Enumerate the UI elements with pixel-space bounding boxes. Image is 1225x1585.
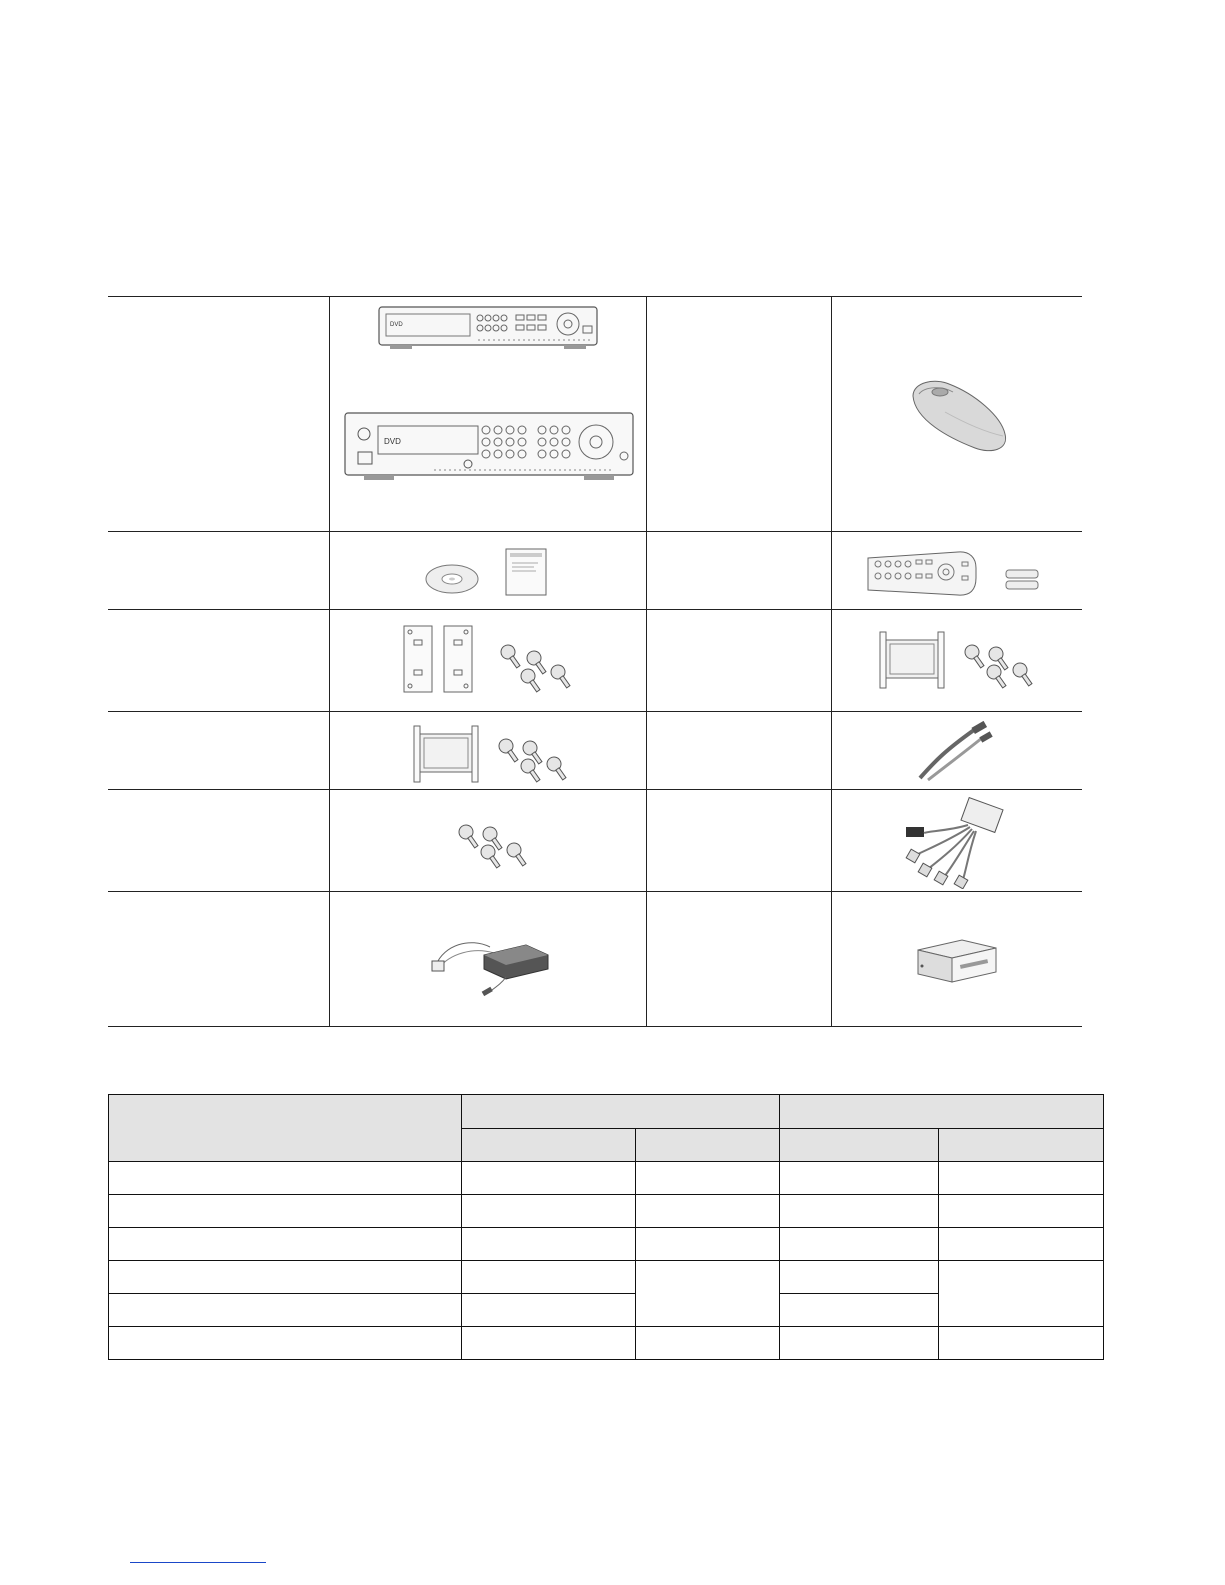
table-cell [636, 1228, 780, 1261]
table-cell [462, 1294, 636, 1327]
table-subheader-cell [939, 1129, 1104, 1162]
table-cell [780, 1162, 939, 1195]
table-cell [462, 1327, 636, 1360]
table-rule [108, 531, 1082, 532]
table-cell [636, 1162, 780, 1195]
table-cell [636, 1261, 780, 1327]
table-header-cell [780, 1095, 1104, 1129]
table-column-divider [329, 296, 330, 1026]
table-column-divider [646, 296, 647, 1026]
table-subheader-cell [462, 1129, 636, 1162]
dvr-unit-icon [344, 412, 634, 484]
table-row [109, 1261, 1104, 1294]
sata-cable-icon [916, 720, 996, 782]
svg-text:DVD: DVD [390, 322, 403, 328]
remote-control-and-batteries-icon [866, 548, 1046, 598]
table-cell [780, 1261, 939, 1294]
table-cell [636, 1195, 780, 1228]
table-cell [109, 1294, 462, 1327]
table-cell [109, 1162, 462, 1195]
table-cell [939, 1195, 1104, 1228]
table-cell [109, 1327, 462, 1360]
table-column-divider [831, 296, 832, 1026]
table-subheader-cell [780, 1129, 939, 1162]
table-rule [108, 711, 1082, 712]
table-cell [462, 1228, 636, 1261]
table-header-cell [462, 1095, 780, 1129]
table-cell [939, 1327, 1104, 1360]
rack-mount-brackets-and-screws-icon [400, 622, 580, 696]
table-header-row [109, 1095, 1104, 1129]
hdd-bracket-and-screws-icon [876, 630, 1036, 690]
table-rule-top [108, 296, 1082, 297]
hdd-bracket-and-screws-icon [410, 724, 570, 784]
external-drive-icon [912, 936, 1000, 986]
table-row [109, 1162, 1104, 1195]
table-cell [780, 1228, 939, 1261]
table-row [109, 1195, 1104, 1228]
table-row [109, 1327, 1104, 1360]
svg-text:DVD: DVD [384, 437, 401, 446]
table-cell [109, 1228, 462, 1261]
table-header-cell [109, 1095, 462, 1162]
table-cell [109, 1261, 462, 1294]
table-cell [462, 1261, 636, 1294]
table-subheader-cell [636, 1129, 780, 1162]
table-cell [780, 1195, 939, 1228]
table-cell [462, 1195, 636, 1228]
table-rule [108, 891, 1082, 892]
table-rule [108, 789, 1082, 790]
table-cell [780, 1294, 939, 1327]
cd-and-manual-icon [422, 547, 552, 597]
breakout-cable-icon [898, 797, 1038, 889]
table-rule-bottom [108, 1026, 1082, 1027]
dvr-unit-icon [378, 306, 598, 354]
power-adapter-icon [430, 925, 560, 997]
table-cell [109, 1195, 462, 1228]
table-cell [939, 1162, 1104, 1195]
table-row [109, 1228, 1104, 1261]
table-cell [636, 1327, 780, 1360]
spec-table [108, 1094, 1104, 1360]
mouse-icon [905, 376, 1013, 454]
screws-icon [452, 820, 532, 872]
table-cell [939, 1228, 1104, 1261]
table-cell [462, 1162, 636, 1195]
footnote-link-underline[interactable] [130, 1562, 266, 1563]
table-cell [939, 1261, 1104, 1327]
table-rule [108, 609, 1082, 610]
table-cell [780, 1327, 939, 1360]
